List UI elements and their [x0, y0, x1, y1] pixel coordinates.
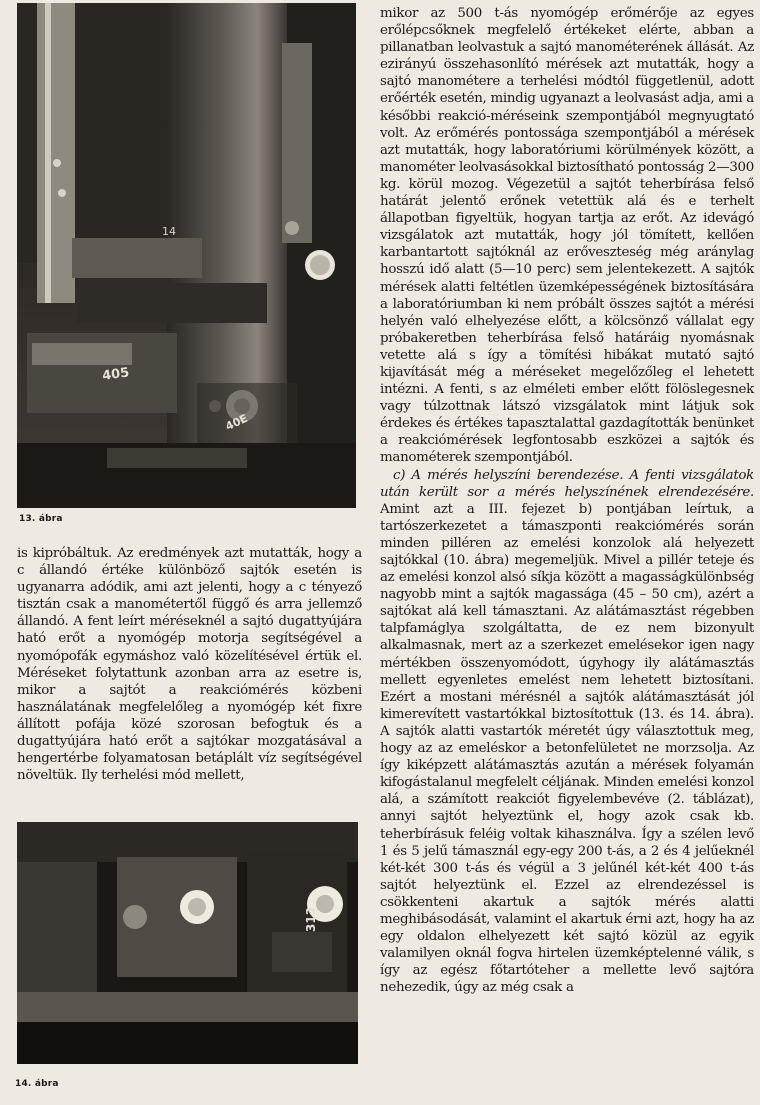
figure-14-photo — [17, 822, 358, 1064]
right-column-paragraph-1: mikor az 500 t-ás nyomógép erőmérője az egyes erőlépcsőknek megfelelő értékeket elérte, abban a pillanatban leolvastuk a sajtó manométerének állását. Az ezirányú összehasonlító mérések azt mutatták, hogy a sajtó manométere a terhelési módtól függetlenül, adott erőérték esetén, mindig ugyanazt a leolvasást adja, ami a későbbi reakció-méréseink szempontjából megnyugtató volt. Az erőmérés pontossága szempontjából a mérések azt mutatták, hogy laboratóriumi körülmények között, a manométer leolvasásokkal biztosítható pontosság 2—300 kg. körül mozog. Végezetül a sajtót teherbírása felső határát jelentő erőnek vetettük alá és e terhelt állapotban figyeltük, hogyan tartja az erőt. Az idevágó vizsgálatok azt mutatták, hogy jól tömített, kellően karbantartott sajtóknál az erőveszteség még aránylag hosszú idő alatt (5—10 perc) sem jelentekezett. A sajtók mérések alatti feltétlen üzemképességének biztosítására a laboratóriumban ki nem próbált összes sajtót a mérési helyén való elhelyezése előtt, a kölcsönző vállalat egy próbakeretben teherbírása felső határáig nyomásnak vetette alá s így a tömítési hibákat mutató sajtó kijavítását még a méréseket megelőzőleg el lehetett intézni. A fenti, s az elméleti ember előtt fölöslegesnek vagy túlzottnak látszó vizsgálatok mint látjuk sok érdekes és értékes tapasztalattal gazdagították benünket a reakciómérések legfontosabb eszközei a sajtók és manométerek szempontjából. — [380, 6, 754, 466]
photo-stamp-313: 313 — [304, 906, 318, 932]
figure-13-caption: 13. ábra — [19, 514, 63, 524]
left-column-paragraph: is kipróbáltuk. Az eredmények azt mutatták, hogy a c állandó értéke különböző sajtók esetén is ugyanarra adódik, ami azt jelenti, hogy a c tényező tisztán csak a manométertől függő és arra jellemző állandó. A fent leírt méréseknél a sajtó dugattyújára ható erőt a nyomógép motorja segítségével a nyomópofák egymáshoz való közelítésével értük el. Méréseket folytattunk azonban arra az esetre is, mikor a sajtót a reakciómérés közbeni használatának megfelelőleg a nyomógép két fixre állított pofája közé szorosan befogtuk és a dugattyújára ható erőt a sajtókar mozgatásával a hengertérbe folyamatosan betáplált víz segítségével növeltük. Ily terhelési mód mellett, — [17, 546, 362, 784]
jack-support-photo — [17, 3, 356, 508]
photo-stamp-40e: 40E — [223, 411, 250, 434]
right-column — [380, 5, 754, 996]
photo-stamp-14: 14 — [162, 225, 176, 238]
figure-14-caption: 14. ábra — [15, 1079, 59, 1089]
jack-beam-photo — [17, 822, 358, 1064]
photo-stamp-405: 405 — [101, 365, 131, 384]
section-paragraph — [380, 467, 754, 997]
figure-13-photo — [17, 3, 356, 508]
left-column — [17, 545, 362, 784]
section-heading: c) A mérés helyszíni berendezése. A fenti vizsgálatok után került sor a mérés helyszínének elrendezésére. — [380, 467, 754, 500]
section-body: Amint azt a III. fejezet b) pontjában leírtuk, a tartószerkezetet a támaszponti reakciómérés során minden pilléren az emelési konzolok alá helyezett sajtókkal (10. ábra) megemeljük. Mivel a pillér teteje és az emelési konzol alsó síkja között a magasságkülönbség nagyobb mint a sajtók magassága (45 – 50 cm), azért a sajtókat alá kell támasztani. Az alátámasztást régebben talpfamáglya szolgáltatta, de ez nem bizonyult alkalmasnak, mert az a szerkezet emelésekor igen nagy mértékben összenyomódott, úgyhogy ily alátámasztás mellett egyenletes emelést nem lehetett biztosítani. Ezért a mostani mérésnél a sajtók alátámasztását jól kimerevített vastartókkal biztosítottuk (13. és 14. ábra). A sajtók alatti vastartók méretét úgy választottuk meg, hogy az az emeléskor a betonfelületet ne morzsolja. Az így kiképzett alátámasztás azután a mérések folyamán kifogástalanul megfelelt céljának. Minden emelési konzol alá, a számított reakciót figyelembevéve (2. táblázat), annyi sajtót helyeztünk el, hogy azok csak kb. teherbírásuk feléig voltak kihasználva. Így a szélen levő 1 és 5 jelű támasznál egy-egy 200 t-ás, a 2 és 4 jelűeknél két-két 300 t-ás és végül a 3 jelűnél két-két 400 t-ás sajtót helyeztünk el. Ezzel az elrendezéssel is csökkenteni akartuk a sajtók mérés alatti meghibásodását, valamint el akartuk érni azt, hogy ha az egy oldalon elhelyezett két sajtó közül az egyik valamilyen oknál fogva hirtelen üzemképtelenné válik, s így az egész főtartóteher a mellette levő sajtóra nehezedik, úgy az még csak a — [380, 501, 754, 996]
